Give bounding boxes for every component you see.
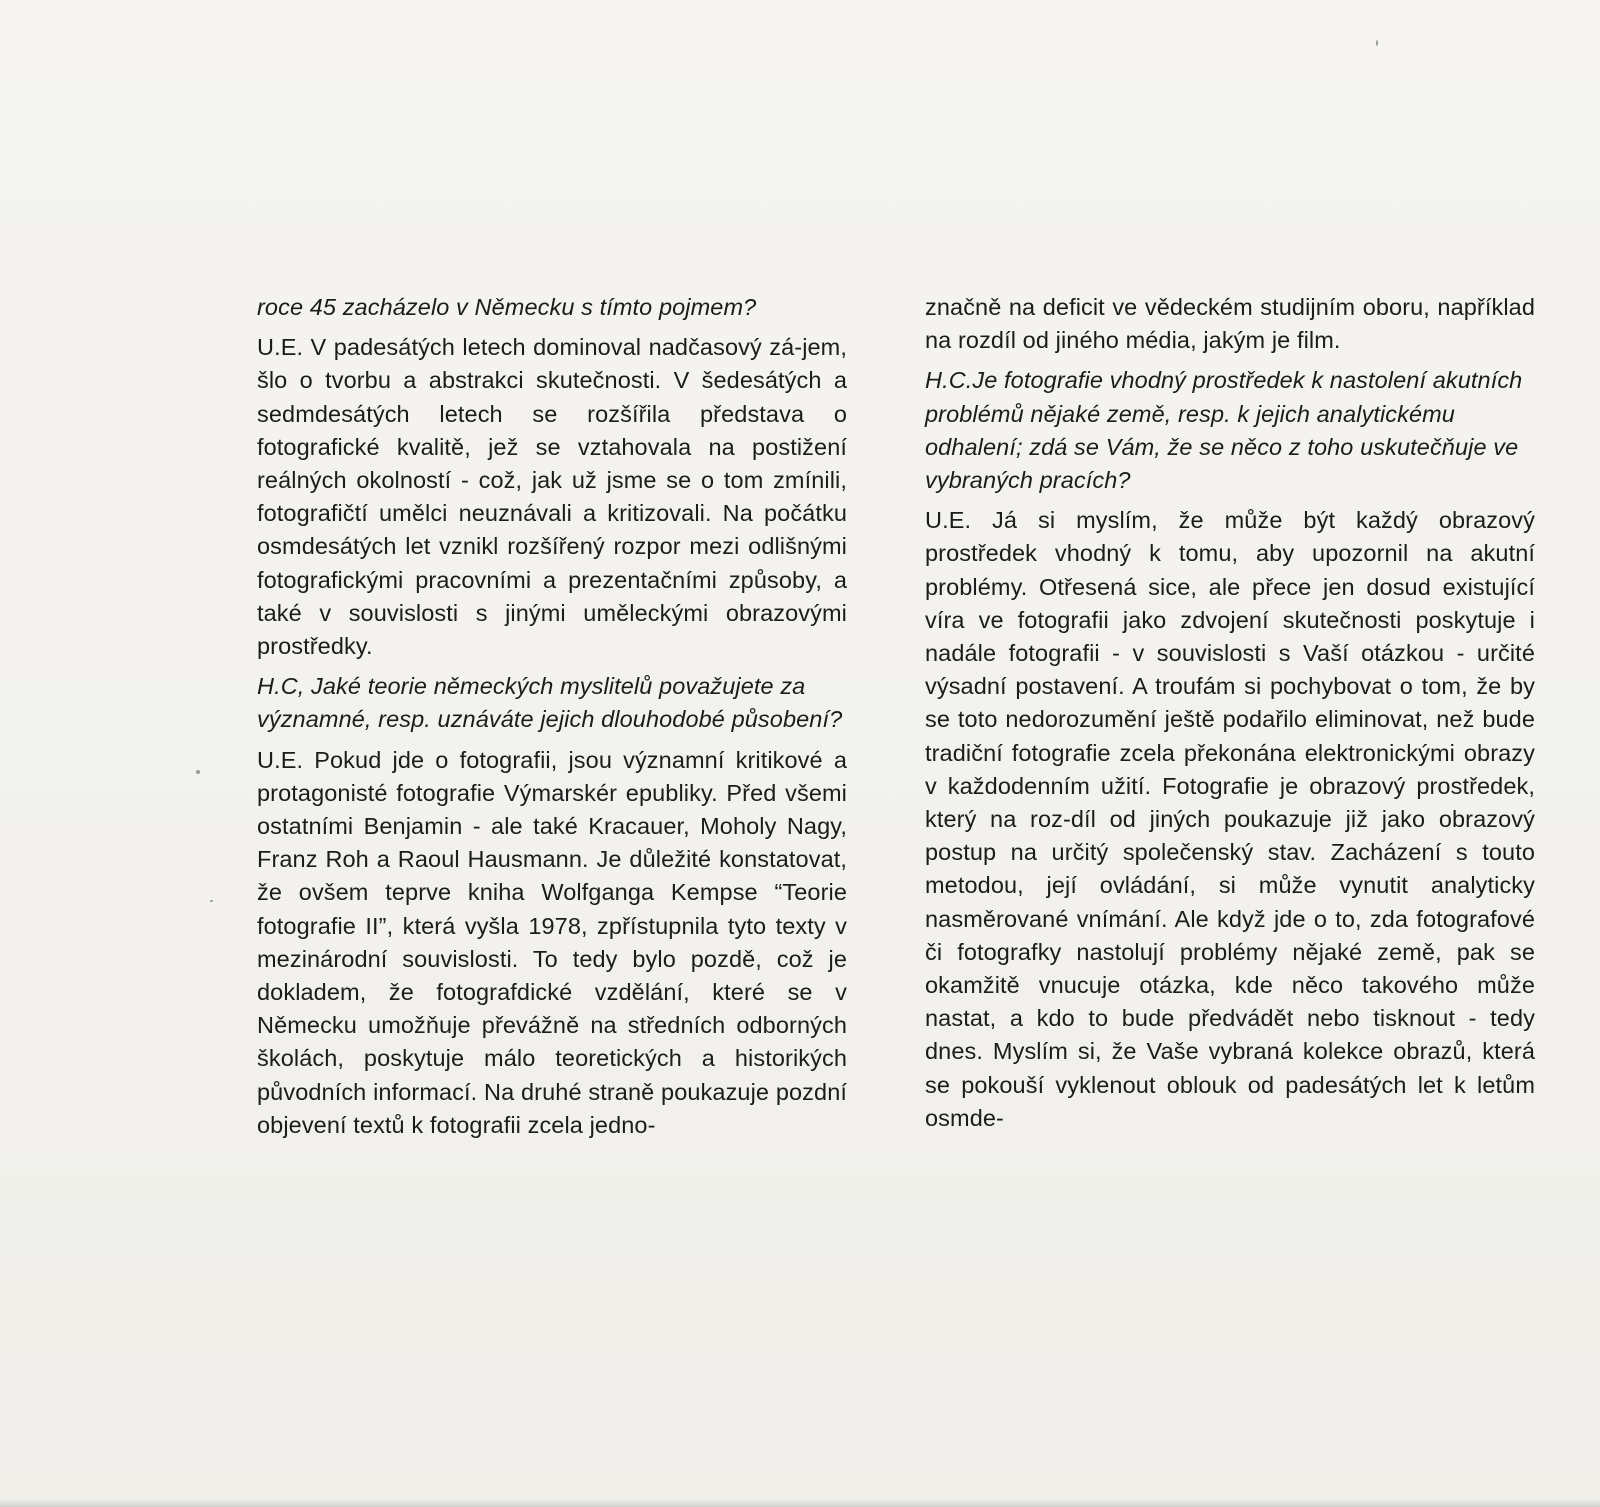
dust-speck: [196, 770, 200, 774]
question-paragraph: roce 45 zacházelo v Německu s tímto pojmem?: [257, 294, 757, 320]
answer-paragraph: U.E. V padesátých letech dominoval nadčasový zá-jem, šlo o tvorbu a abstrakci skutečnosti. V šedesátých a sedmdesátých letech se rozšířila představa o fotografické kvalitě, jež se vztahovala na postižení reálných okolností - což, jak už jsme se o tom zmínili, fotografičtí umělci neuznávali a kritizovali. Na počátku osmdesátých let vznikl rozšířený rozpor mezi odlišnými fotografickými pracovními a prezentačními způsoby, a také v souvislosti s jinými uměleckými obrazovými prostředky.: [257, 334, 847, 660]
page-bottom-edge: [0, 1499, 1600, 1507]
question-paragraph: H.C, Jaké teorie německých myslitelů považujete za významné, resp. uznáváte jejich dlouhodobé působení?: [257, 673, 843, 733]
dust-speck: [210, 900, 213, 902]
answer-paragraph: U.E. Pokud jde o fotografii, jsou významní kritikové a protagonisté fotografie Výmarskér epubliky. Před všemi ostatními Benjamin - ale také Kracauer, Moholy Nagy, Franz Roh a Raoul Hausmann. Je důležité konstatovat, že ovšem teprve kniha Wolfganga Kempse “Teorie fotografie II”, která vyšla 1978, zpřístupnila tyto texty v mezinárodní souvislosti. To tedy bylo pozdě, což je dokladem, že fotografdické vzdělání, které se v Německu umožňuje převážně na středních odborných školách, poskytuje málo teoretických a historikých původních informací. Na druhé straně poukazuje pozdní objevení textů k fotografii zcela jedno-: [257, 746, 847, 1138]
answer-paragraph: U.E. Já si myslím, že může být každý obrazový prostředek vhodný k tomu, aby upozornil na akutní problémy. Otřesená sice, ale přece jen dosud existující víra ve fotografii jako zdvojení skutečnosti poskytuje i nadále fotografii - v souvislosti s Vaší otázkou - určité výsadní postavení. A troufám si pochybovat o tom, že by se toto nedorozumění ještě podařilo eliminovat, než bude tradiční fotografie zcela překonána elektronickými obrazy v každodenním užití. Fotografie je obrazový prostředek, který na roz-díl od jiných poukazuje již jako obrazový postup na určitý společenský stav. Zacházení s touto metodou, její ovládání, si může vynutit analyticky nasměrované vnímání. Ale když jde o to, zda fotografové či fotografky nastolují problémy nějaké země, pak se okamžitě vnucuje otázka, kde něco takového může nastat, a kdo to bude předvádět nebo tisknout - tedy dnes. Myslím si, že Vaše vybraná kolekce obrazů, která se pokouší vyklenout oblouk od padesátých let k letům osmde-: [925, 507, 1535, 1131]
answer-paragraph: značně na deficit ve vědeckém studijním oboru, například na rozdíl od jiného média, jakým je film.: [925, 294, 1535, 354]
left-text-column: [257, 291, 847, 1149]
dust-speck: [1376, 40, 1378, 46]
right-text-column: [925, 291, 1535, 1142]
question-paragraph: H.C.Je fotografie vhodný prostředek k nastolení akutních problémů nějaké země, resp. k jejich analytickému odhalení; zdá se Vám, že se něco z toho uskutečňuje ve vybraných pracích?: [925, 367, 1523, 494]
